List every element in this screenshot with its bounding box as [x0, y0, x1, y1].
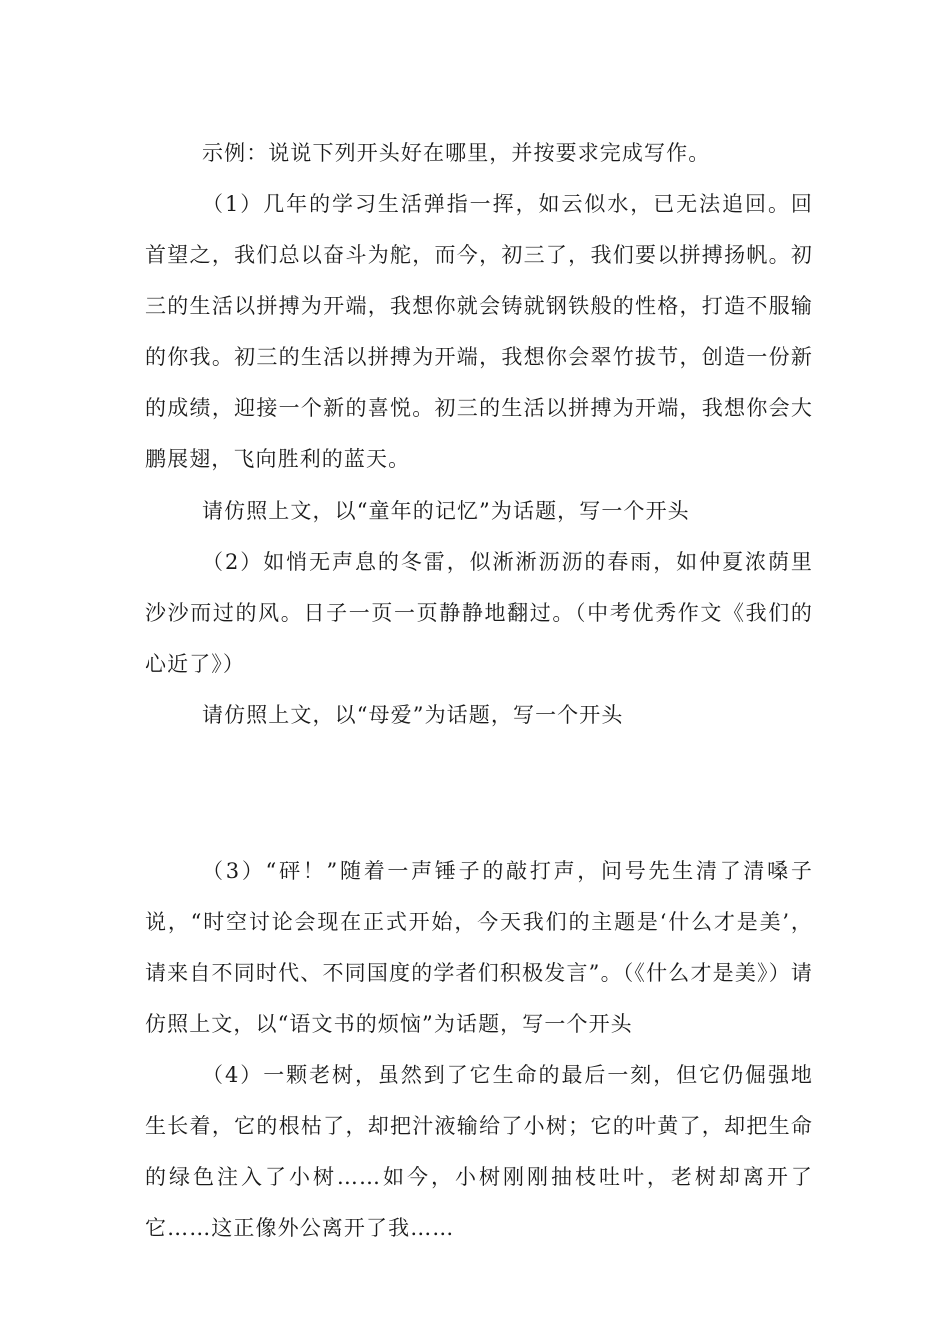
example-4-paragraph: （4）一颗老树，虽然到了它生命的最后一刻，但它仍倔强地生长着，它的根枯了，却把汁液输给了小树；它的叶黄了，却把生命的绿色注入了小树……如今，小树刚刚抽枝吐叶，老树却离开了它……这正像外公离开了我…… — [145, 1063, 813, 1240]
prompt-1-paragraph: 请仿照上文，以“童年的记忆”为话题，写一个开头 — [202, 499, 690, 523]
example-1-paragraph: （1）几年的学习生活弹指一挥，如云似水，已无法追回。回首望之，我们总以奋斗为舵，而今，初三了，我们要以拼搏扬帆。初三的生活以拼搏为开端，我想你就会铸就钢铁般的性格，打造不服输的你我。初三的生活以拼搏为开端，我想你会翠竹拔节，创造一份新的成绩，迎接一个新的喜悦。初三的生活以拼搏为开端，我想你会大鹏展翅，飞向胜利的蓝天。 — [145, 192, 813, 471]
example-2-paragraph: （2）如悄无声息的冬雷，似淅淅沥沥的春雨，如仲夏浓荫里沙沙而过的风。日子一页一页静静地翻过。（中考优秀作文《我们的心近了》） — [145, 550, 813, 676]
prompt-2-paragraph: 请仿照上文，以“母爱”为话题，写一个开头 — [202, 703, 624, 727]
example-3-paragraph: （3）“砰！”随着一声锤子的敲打声，问号先生清了清嗓子说，“时空讨论会现在正式开始，今天我们的主题是‘什么才是美’，请来自不同时代、不同国度的学者们积极发言”。（《什么才是美》）请仿照上文，以“语文书的烦恼”为话题，写一个开头 — [145, 859, 813, 1036]
intro-paragraph: 示例：说说下列开头好在哪里，并按要求完成写作。 — [202, 141, 711, 165]
